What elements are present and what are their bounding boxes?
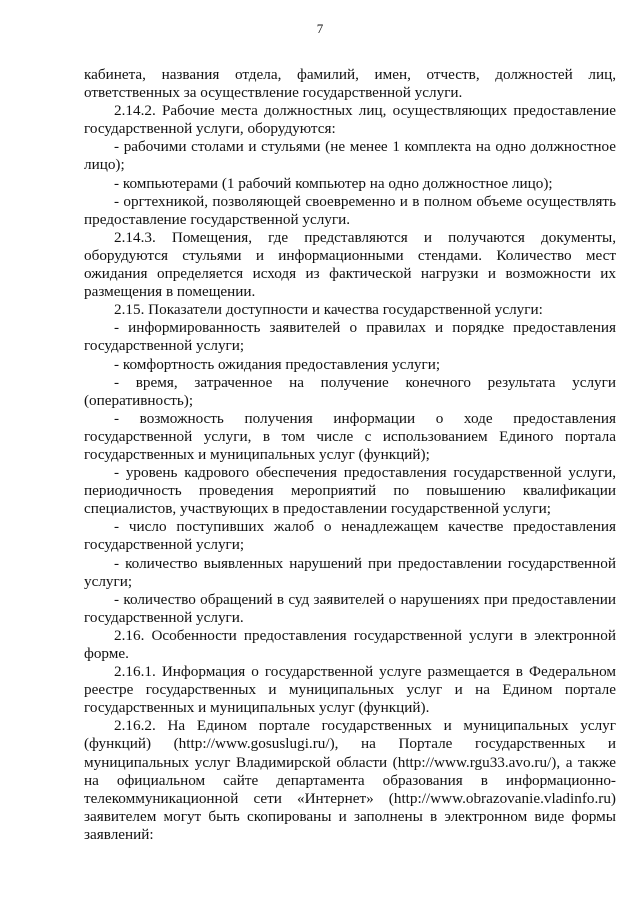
text-line: 2.16. Особенности предоставления государственной услуги в электронной bbox=[114, 626, 616, 644]
paragraph bbox=[84, 555, 616, 591]
text-line: - количество выявленных нарушений при предоставлении государственной bbox=[114, 554, 616, 572]
text-line: - оргтехникой, позволяющей своевременно и в полном объеме осуществлять bbox=[114, 192, 616, 210]
paragraph bbox=[84, 138, 616, 174]
document-body bbox=[84, 66, 616, 844]
text-line: предоставление государственной услуги. bbox=[84, 210, 351, 228]
paragraph bbox=[84, 175, 616, 193]
text-line: государственной услуги, в том числе с использованием Единого портала bbox=[84, 427, 616, 445]
paragraph bbox=[84, 374, 616, 410]
text-line: лицо); bbox=[84, 156, 125, 174]
text-line: специалистов, участвующих в предоставлении государственной услуги; bbox=[84, 500, 551, 518]
text-line: 2.16.2. На Едином портале государственных и муниципальных услуг bbox=[114, 717, 616, 735]
page-number: 7 bbox=[316, 21, 324, 36]
text-line: - количество обращений в суд заявителей о нарушениях при предоставлении bbox=[114, 590, 616, 608]
paragraph bbox=[84, 663, 616, 717]
text-line: - информированность заявителей о правилах и порядке предоставления bbox=[114, 319, 616, 337]
text-line: 2.16.1. Информация о государственной услуге размещается в Федеральном bbox=[114, 663, 616, 681]
paragraph bbox=[84, 102, 616, 138]
text-line: ответственных за осуществление государственной услуги. bbox=[84, 84, 463, 102]
text-line: форме. bbox=[84, 645, 129, 662]
paragraph bbox=[84, 66, 616, 102]
text-line: периодичность проведения мероприятий по повышению квалификации bbox=[84, 482, 616, 500]
text-line: муниципальных услуг Владимирской области (http://www.rgu33.avo.ru/), а также bbox=[84, 753, 616, 771]
text-line: - число поступивших жалоб о ненадлежащем качестве предоставления bbox=[114, 518, 616, 536]
text-line: - рабочими столами и стульями (не менее 1 комплекта на одно должностное bbox=[114, 138, 616, 156]
text-line: 2.14.3. Помещения, где представляются и получаются документы, bbox=[114, 228, 616, 246]
text-line: реестре государственных и муниципальных услуг и на Едином портале bbox=[84, 681, 616, 699]
text-line: - время, затраченное на получение конечного результата услуги bbox=[114, 373, 616, 391]
text-line: государственной услуги; bbox=[84, 536, 245, 554]
paragraph bbox=[84, 410, 616, 464]
paragraph bbox=[84, 356, 616, 374]
paragraph bbox=[84, 591, 616, 627]
text-line: - компьютерами (1 рабочий компьютер на одно должностное лицо); bbox=[114, 174, 553, 192]
text-line: - возможность получения информации о ходе предоставления bbox=[114, 409, 616, 427]
text-line: телекоммуникационной сети «Интернет» (http://www.obrazovanie.vladinfo.ru) bbox=[84, 789, 616, 807]
paragraph bbox=[84, 229, 616, 301]
text-line: 2.15. Показатели доступности и качества государственной услуги: bbox=[114, 301, 543, 319]
paragraph bbox=[84, 717, 616, 844]
text-line: заявлений: bbox=[84, 825, 154, 843]
text-line: - комфортность ожидания предоставления услуги; bbox=[114, 355, 441, 373]
text-line: услуги; bbox=[84, 572, 133, 590]
text-line: (оперативность); bbox=[84, 391, 194, 409]
text-line: на официальном сайте департамента образования в информационно- bbox=[84, 771, 616, 789]
text-line: кабинета, названия отдела, фамилий, имен, отчеств, должностей лиц, bbox=[84, 66, 616, 83]
text-line: - уровень кадрового обеспечения предоставления государственной услуги, bbox=[114, 464, 616, 482]
paragraph bbox=[84, 464, 616, 518]
text-line: ожидания определяется исходя из фактической нагрузки и возможности их bbox=[84, 265, 616, 283]
paragraph bbox=[84, 301, 616, 319]
text-line: государственных и муниципальных услуг (функций); bbox=[84, 445, 430, 463]
paragraph bbox=[84, 319, 616, 355]
text-line: государственной услуги, оборудуются: bbox=[84, 120, 336, 138]
text-line: 2.14.2. Рабочие места должностных лиц, осуществляющих предоставление bbox=[114, 102, 616, 120]
text-line: государственной услуги; bbox=[84, 337, 245, 355]
text-line: государственной услуги. bbox=[84, 608, 244, 626]
paragraph bbox=[84, 193, 616, 229]
text-line: государственных и муниципальных услуг (функций). bbox=[84, 699, 430, 717]
text-line: (функций) (http://www.gosuslugi.ru/), на Портале государственных и bbox=[84, 735, 616, 753]
text-line: заявителем могут быть скопированы и заполнены в электронном виде формы bbox=[84, 807, 616, 825]
paragraph bbox=[84, 627, 616, 663]
text-line: размещения в помещении. bbox=[84, 283, 256, 301]
paragraph bbox=[84, 518, 616, 554]
text-line: оборудуются стульями и информационными стендами. Количество мест bbox=[84, 246, 616, 264]
